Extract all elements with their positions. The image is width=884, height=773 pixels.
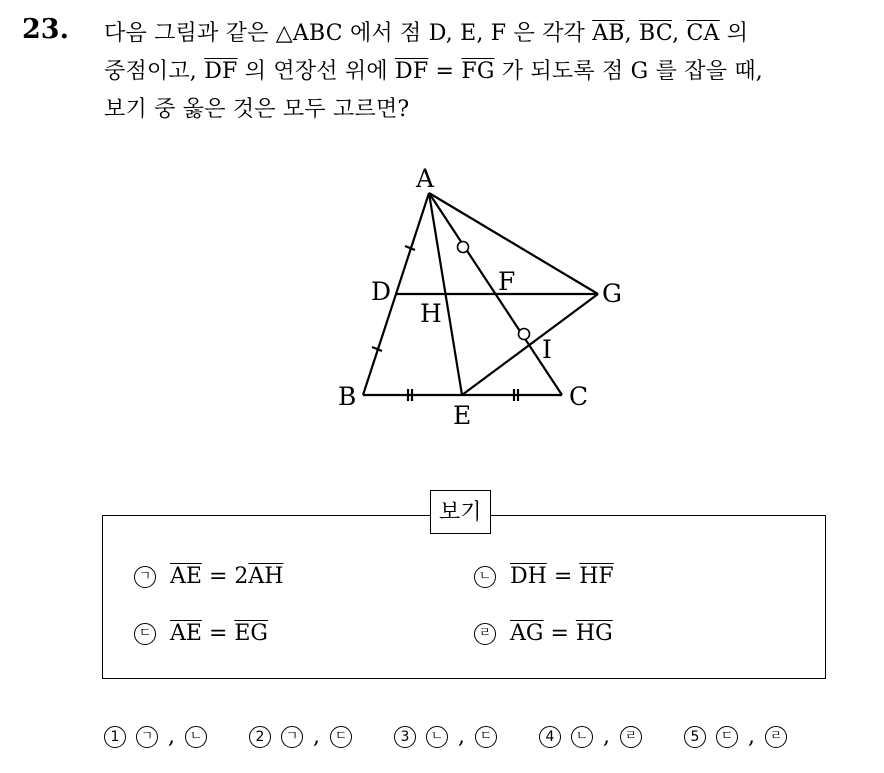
label-g: G xyxy=(602,279,622,308)
choice-5[interactable]: 5 ㄷ , ㄹ xyxy=(684,724,787,749)
choice-4[interactable]: 4 ㄴ , ㄹ xyxy=(539,724,642,749)
segment-bc: $\overline{BC}$ xyxy=(639,21,673,46)
bogi-mark: ㄹ xyxy=(474,623,496,645)
segment-fg: $\overline{FG}$ xyxy=(461,59,495,84)
choice-3[interactable]: 3 ㄴ , ㄷ xyxy=(394,724,497,749)
segment-df: $\overline{DF}$ xyxy=(204,59,238,84)
mark-af xyxy=(458,242,469,253)
bogi-mark: ㄷ xyxy=(134,623,156,645)
label-e: E xyxy=(453,401,472,430)
bogi-item-b: ㄴ $\overline{DH} = \overline{HF}$ xyxy=(474,564,614,589)
bogi-mark: ㄱ xyxy=(134,566,156,588)
bogi-item-c: ㄷ $\overline{AE} = \overline{EG}$ xyxy=(134,621,268,646)
mark-fc xyxy=(519,329,530,340)
segment-ab: $\overline{AB}$ xyxy=(592,21,625,46)
choice-1[interactable]: 1 ㄱ , ㄴ xyxy=(104,724,207,749)
segment-eg xyxy=(462,294,598,395)
label-a: A xyxy=(416,164,435,193)
bogi-title: 보기 xyxy=(430,490,491,534)
segment-ca: $\overline{CA}$ xyxy=(686,21,720,46)
label-i: I xyxy=(542,335,552,364)
bogi-mark: ㄴ xyxy=(474,566,496,588)
label-d: D xyxy=(371,277,392,306)
bogi-box xyxy=(102,515,826,679)
segment-df-2: $\overline{DF}$ xyxy=(395,59,429,84)
label-c: C xyxy=(569,382,589,411)
label-h: H xyxy=(420,299,442,328)
triangle-figure xyxy=(320,160,640,440)
bogi-item-a: ㄱ $\overline{AE} = 2\overline{AH}$ xyxy=(134,564,283,589)
question-line-2: 중점이고, $\overline{DF}$ 의 연장선 위에 $\overline{DF} = \overline{FG}$ 가 되도록 점 G 를 잡을 때, xyxy=(104,59,763,84)
bogi-item-d: ㄹ $\overline{AG} = \overline{HG}$ xyxy=(474,621,613,646)
question-line-3: 보기 중 옳은 것은 모두 고르면? xyxy=(104,97,410,122)
label-f: F xyxy=(498,267,516,296)
choice-2[interactable]: 2 ㄱ , ㄷ xyxy=(249,724,352,749)
question-line-1: 다음 그림과 같은 △ABC 에서 점 D, E, F 은 각각 $\overline{AB}$, $\overline{BC}$, $\overline{CA}$ 의 xyxy=(104,21,749,46)
label-b: B xyxy=(338,382,357,411)
answer-choices xyxy=(104,724,829,749)
question-number: 23. xyxy=(22,14,69,45)
